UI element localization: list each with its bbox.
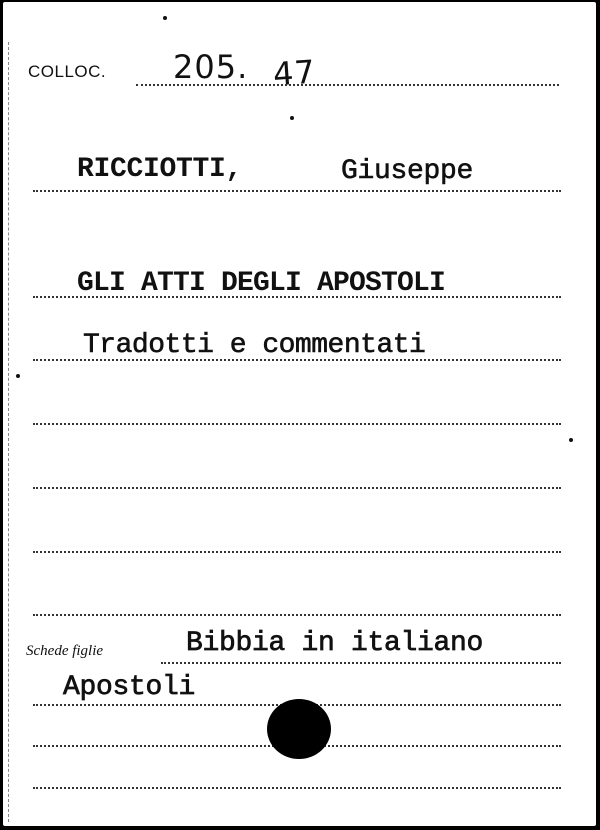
- ink-speck: [569, 438, 573, 442]
- blank-rule-6: [33, 787, 561, 789]
- punch-hole: [267, 699, 331, 759]
- subject-1: Bibbia in italiano: [186, 628, 484, 659]
- ink-speck: [16, 374, 20, 378]
- colloc-number: 205.: [173, 48, 249, 86]
- blank-rule-1: [33, 423, 561, 425]
- subject-rule-1: [161, 662, 561, 664]
- blank-rule-3: [33, 551, 561, 553]
- ink-speck: [290, 116, 294, 120]
- title-rule-2: [33, 359, 561, 361]
- ink-speck: [163, 16, 167, 20]
- author-surname: RICCIOTTI,: [77, 154, 243, 185]
- colloc-rule: [136, 84, 559, 86]
- subject-2: Apostoli: [63, 672, 196, 703]
- blank-rule-4: [33, 614, 561, 616]
- colloc-label: COLLOC.: [28, 62, 107, 81]
- catalog-card: [3, 2, 596, 826]
- title-line-1: GLI ATTI DEGLI APOSTOLI: [77, 268, 446, 299]
- schede-label: Schede figlie: [26, 643, 104, 659]
- blank-rule-2: [33, 487, 561, 489]
- margin-line: [8, 42, 9, 822]
- title-rule-1: [33, 296, 561, 298]
- author-rule: [33, 190, 561, 192]
- title-line-2: Tradotti e commentati: [83, 330, 426, 361]
- author-given-name: Giuseppe: [341, 156, 474, 187]
- colloc-sub-number: 47: [271, 52, 317, 94]
